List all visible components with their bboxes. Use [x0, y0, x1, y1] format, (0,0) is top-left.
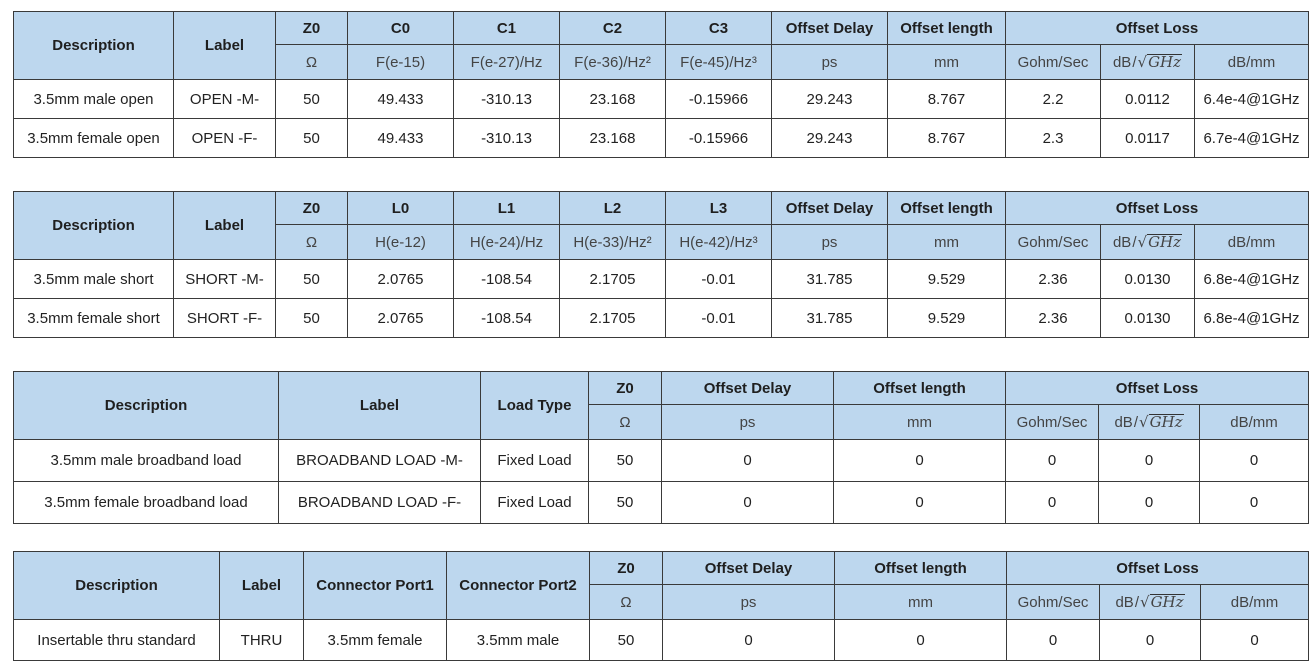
offset-delay-cell: 31.785	[772, 260, 888, 299]
table-row	[14, 440, 1309, 482]
sqrt-icon: √	[1140, 593, 1150, 611]
z0-cell: 50	[589, 440, 662, 482]
loss-dbmm-unit: dB/mm	[1201, 585, 1309, 620]
offset-length-cell: 8.767	[888, 80, 1006, 119]
loss-dbmm-unit: dB/mm	[1200, 405, 1309, 440]
l3-cell: -0.01	[666, 299, 772, 338]
l1-cell: -108.54	[454, 260, 560, 299]
z0-header: Z0	[590, 552, 663, 585]
connector-port1-header: Connector Port1	[304, 552, 447, 620]
offset-delay-cell: 29.243	[772, 80, 888, 119]
c3-cell: -0.15966	[666, 119, 772, 158]
description-header: Description	[14, 12, 174, 80]
label-cell: OPEN -M-	[174, 80, 276, 119]
ghz-text: GHz	[1148, 233, 1182, 251]
l2-header: L2	[560, 192, 666, 225]
loss-db-sqrt-cell: 0	[1099, 482, 1200, 524]
offset-delay-cell: 31.785	[772, 299, 888, 338]
connector-port1-cell: 3.5mm female	[304, 620, 447, 661]
z0-cell: 50	[276, 80, 348, 119]
loss-gohm-unit: Gohm/Sec	[1006, 225, 1101, 260]
loss-gohm-unit: Gohm/Sec	[1006, 405, 1099, 440]
short-standards-table	[13, 191, 1309, 338]
table-row	[14, 620, 1309, 661]
offset-length-header: Offset length	[888, 192, 1006, 225]
l1-unit: H(e-24)/Hz	[454, 225, 560, 260]
offset-length-cell: 0	[834, 440, 1006, 482]
loss-db-sqrt-ghz-unit	[1099, 405, 1200, 440]
c0-cell: 49.433	[348, 119, 454, 158]
z0-unit: Ω	[276, 225, 348, 260]
label-header: Label	[174, 192, 276, 260]
label-cell: BROADBAND LOAD -F-	[279, 482, 481, 524]
l0-cell: 2.0765	[348, 299, 454, 338]
offset-length-header: Offset length	[888, 12, 1006, 45]
offset-loss-header: Offset Loss	[1006, 12, 1309, 45]
loss-db-sqrt-cell: 0	[1099, 440, 1200, 482]
loss-dbmm-cell: 6.7e-4@1GHz	[1195, 119, 1309, 158]
z0-cell: 50	[276, 299, 348, 338]
label-cell: THRU	[220, 620, 304, 661]
c3-unit: F(e-45)/Hz³	[666, 45, 772, 80]
label-header: Label	[279, 372, 481, 440]
z0-header: Z0	[589, 372, 662, 405]
db-text: dB	[1115, 594, 1134, 611]
slash-text: /	[1132, 54, 1137, 71]
table-row	[14, 299, 1309, 338]
z0-cell: 50	[276, 119, 348, 158]
z0-unit: Ω	[276, 45, 348, 80]
description-cell: Insertable thru standard	[14, 620, 220, 661]
ghz-text: GHz	[1150, 593, 1184, 611]
offset-length-cell: 0	[834, 482, 1006, 524]
description-cell: 3.5mm male short	[14, 260, 174, 299]
loss-db-sqrt-ghz-unit	[1100, 585, 1201, 620]
load-standards-table	[13, 371, 1309, 524]
table-row	[14, 260, 1309, 299]
loss-dbmm-cell: 6.4e-4@1GHz	[1195, 80, 1309, 119]
ghz-text: GHz	[1149, 413, 1183, 431]
offset-length-header: Offset length	[834, 372, 1006, 405]
l2-cell: 2.1705	[560, 299, 666, 338]
loss-dbmm-unit: dB/mm	[1195, 45, 1309, 80]
offset-length-unit: mm	[834, 405, 1006, 440]
loss-gohm-cell: 0	[1006, 482, 1099, 524]
z0-unit: Ω	[590, 585, 663, 620]
loss-db-sqrt-cell: 0	[1100, 620, 1201, 661]
open-standards-table	[13, 11, 1309, 158]
z0-cell: 50	[589, 482, 662, 524]
loss-gohm-cell: 0	[1007, 620, 1100, 661]
loss-dbmm-cell: 6.8e-4@1GHz	[1195, 299, 1309, 338]
offset-length-cell: 0	[835, 620, 1007, 661]
c1-cell: -310.13	[454, 119, 560, 158]
loss-db-sqrt-cell: 0.0130	[1101, 260, 1195, 299]
offset-loss-header: Offset Loss	[1006, 192, 1309, 225]
table-row	[14, 80, 1309, 119]
loss-gohm-cell: 2.36	[1006, 299, 1101, 338]
slash-text: /	[1134, 594, 1139, 611]
offset-delay-unit: ps	[663, 585, 835, 620]
l2-unit: H(e-33)/Hz²	[560, 225, 666, 260]
offset-length-unit: mm	[888, 45, 1006, 80]
connector-port2-cell: 3.5mm male	[447, 620, 590, 661]
offset-delay-header: Offset Delay	[663, 552, 835, 585]
l1-header: L1	[454, 192, 560, 225]
description-header: Description	[14, 192, 174, 260]
loss-dbmm-cell: 0	[1200, 482, 1309, 524]
loss-dbmm-cell: 6.8e-4@1GHz	[1195, 260, 1309, 299]
offset-delay-header: Offset Delay	[662, 372, 834, 405]
c2-cell: 23.168	[560, 119, 666, 158]
db-text: dB	[1112, 54, 1132, 71]
label-cell: SHORT -F-	[174, 299, 276, 338]
offset-delay-cell: 29.243	[772, 119, 888, 158]
offset-delay-header: Offset Delay	[772, 12, 888, 45]
loss-db-sqrt-cell: 0.0117	[1101, 119, 1195, 158]
loss-db-sqrt-ghz-unit	[1101, 225, 1195, 260]
c3-cell: -0.15966	[666, 80, 772, 119]
db-text: dB	[1114, 414, 1133, 431]
c2-cell: 23.168	[560, 80, 666, 119]
sqrt-icon: √	[1137, 53, 1148, 71]
label-header: Label	[220, 552, 304, 620]
c1-unit: F(e-27)/Hz	[454, 45, 560, 80]
load-type-cell: Fixed Load	[481, 440, 589, 482]
offset-length-header: Offset length	[835, 552, 1007, 585]
offset-delay-cell: 0	[662, 482, 834, 524]
c0-header: C0	[348, 12, 454, 45]
label-cell: OPEN -F-	[174, 119, 276, 158]
c2-unit: F(e-36)/Hz²	[560, 45, 666, 80]
description-cell: 3.5mm female short	[14, 299, 174, 338]
offset-length-cell: 8.767	[888, 119, 1006, 158]
l3-cell: -0.01	[666, 260, 772, 299]
offset-length-unit: mm	[888, 225, 1006, 260]
load-type-header: Load Type	[481, 372, 589, 440]
offset-delay-header: Offset Delay	[772, 192, 888, 225]
loss-gohm-unit: Gohm/Sec	[1006, 45, 1101, 80]
c3-header: C3	[666, 12, 772, 45]
description-header: Description	[14, 372, 279, 440]
loss-gohm-cell: 0	[1006, 440, 1099, 482]
label-cell: SHORT -M-	[174, 260, 276, 299]
sqrt-icon: √	[1137, 233, 1148, 251]
offset-loss-header: Offset Loss	[1006, 372, 1309, 405]
offset-delay-unit: ps	[662, 405, 834, 440]
z0-cell: 50	[276, 260, 348, 299]
c1-cell: -310.13	[454, 80, 560, 119]
c1-header: C1	[454, 12, 560, 45]
loss-gohm-unit: Gohm/Sec	[1007, 585, 1100, 620]
offset-length-unit: mm	[835, 585, 1007, 620]
description-header: Description	[14, 552, 220, 620]
loss-gohm-cell: 2.36	[1006, 260, 1101, 299]
l0-cell: 2.0765	[348, 260, 454, 299]
loss-db-sqrt-cell: 0.0112	[1101, 80, 1195, 119]
c0-cell: 49.433	[348, 80, 454, 119]
table-row	[14, 119, 1309, 158]
offset-delay-unit: ps	[772, 45, 888, 80]
sqrt-icon: √	[1139, 413, 1149, 431]
l0-header: L0	[348, 192, 454, 225]
l0-unit: H(e-12)	[348, 225, 454, 260]
loss-gohm-cell: 2.2	[1006, 80, 1101, 119]
loss-db-sqrt-cell: 0.0130	[1101, 299, 1195, 338]
l3-header: L3	[666, 192, 772, 225]
label-header: Label	[174, 12, 276, 80]
description-cell: 3.5mm female broadband load	[14, 482, 279, 524]
slash-text: /	[1132, 234, 1137, 251]
l2-cell: 2.1705	[560, 260, 666, 299]
slash-text: /	[1133, 414, 1138, 431]
table-row	[14, 482, 1309, 524]
offset-length-cell: 9.529	[888, 299, 1006, 338]
loss-dbmm-unit: dB/mm	[1195, 225, 1309, 260]
db-text: dB	[1112, 234, 1132, 251]
offset-length-cell: 9.529	[888, 260, 1006, 299]
loss-dbmm-cell: 0	[1200, 440, 1309, 482]
offset-delay-cell: 0	[663, 620, 835, 661]
offset-loss-header: Offset Loss	[1007, 552, 1309, 585]
z0-unit: Ω	[589, 405, 662, 440]
loss-db-sqrt-ghz-unit	[1101, 45, 1195, 80]
z0-header: Z0	[276, 192, 348, 225]
description-cell: 3.5mm female open	[14, 119, 174, 158]
thru-standards-table	[13, 551, 1309, 661]
description-cell: 3.5mm male broadband load	[14, 440, 279, 482]
c2-header: C2	[560, 12, 666, 45]
loss-gohm-cell: 2.3	[1006, 119, 1101, 158]
c0-unit: F(e-15)	[348, 45, 454, 80]
offset-delay-unit: ps	[772, 225, 888, 260]
ghz-text: GHz	[1148, 53, 1182, 71]
description-cell: 3.5mm male open	[14, 80, 174, 119]
z0-cell: 50	[590, 620, 663, 661]
loss-dbmm-cell: 0	[1201, 620, 1309, 661]
load-type-cell: Fixed Load	[481, 482, 589, 524]
l3-unit: H(e-42)/Hz³	[666, 225, 772, 260]
l1-cell: -108.54	[454, 299, 560, 338]
label-cell: BROADBAND LOAD -M-	[279, 440, 481, 482]
z0-header: Z0	[276, 12, 348, 45]
offset-delay-cell: 0	[662, 440, 834, 482]
connector-port2-header: Connector Port2	[447, 552, 590, 620]
